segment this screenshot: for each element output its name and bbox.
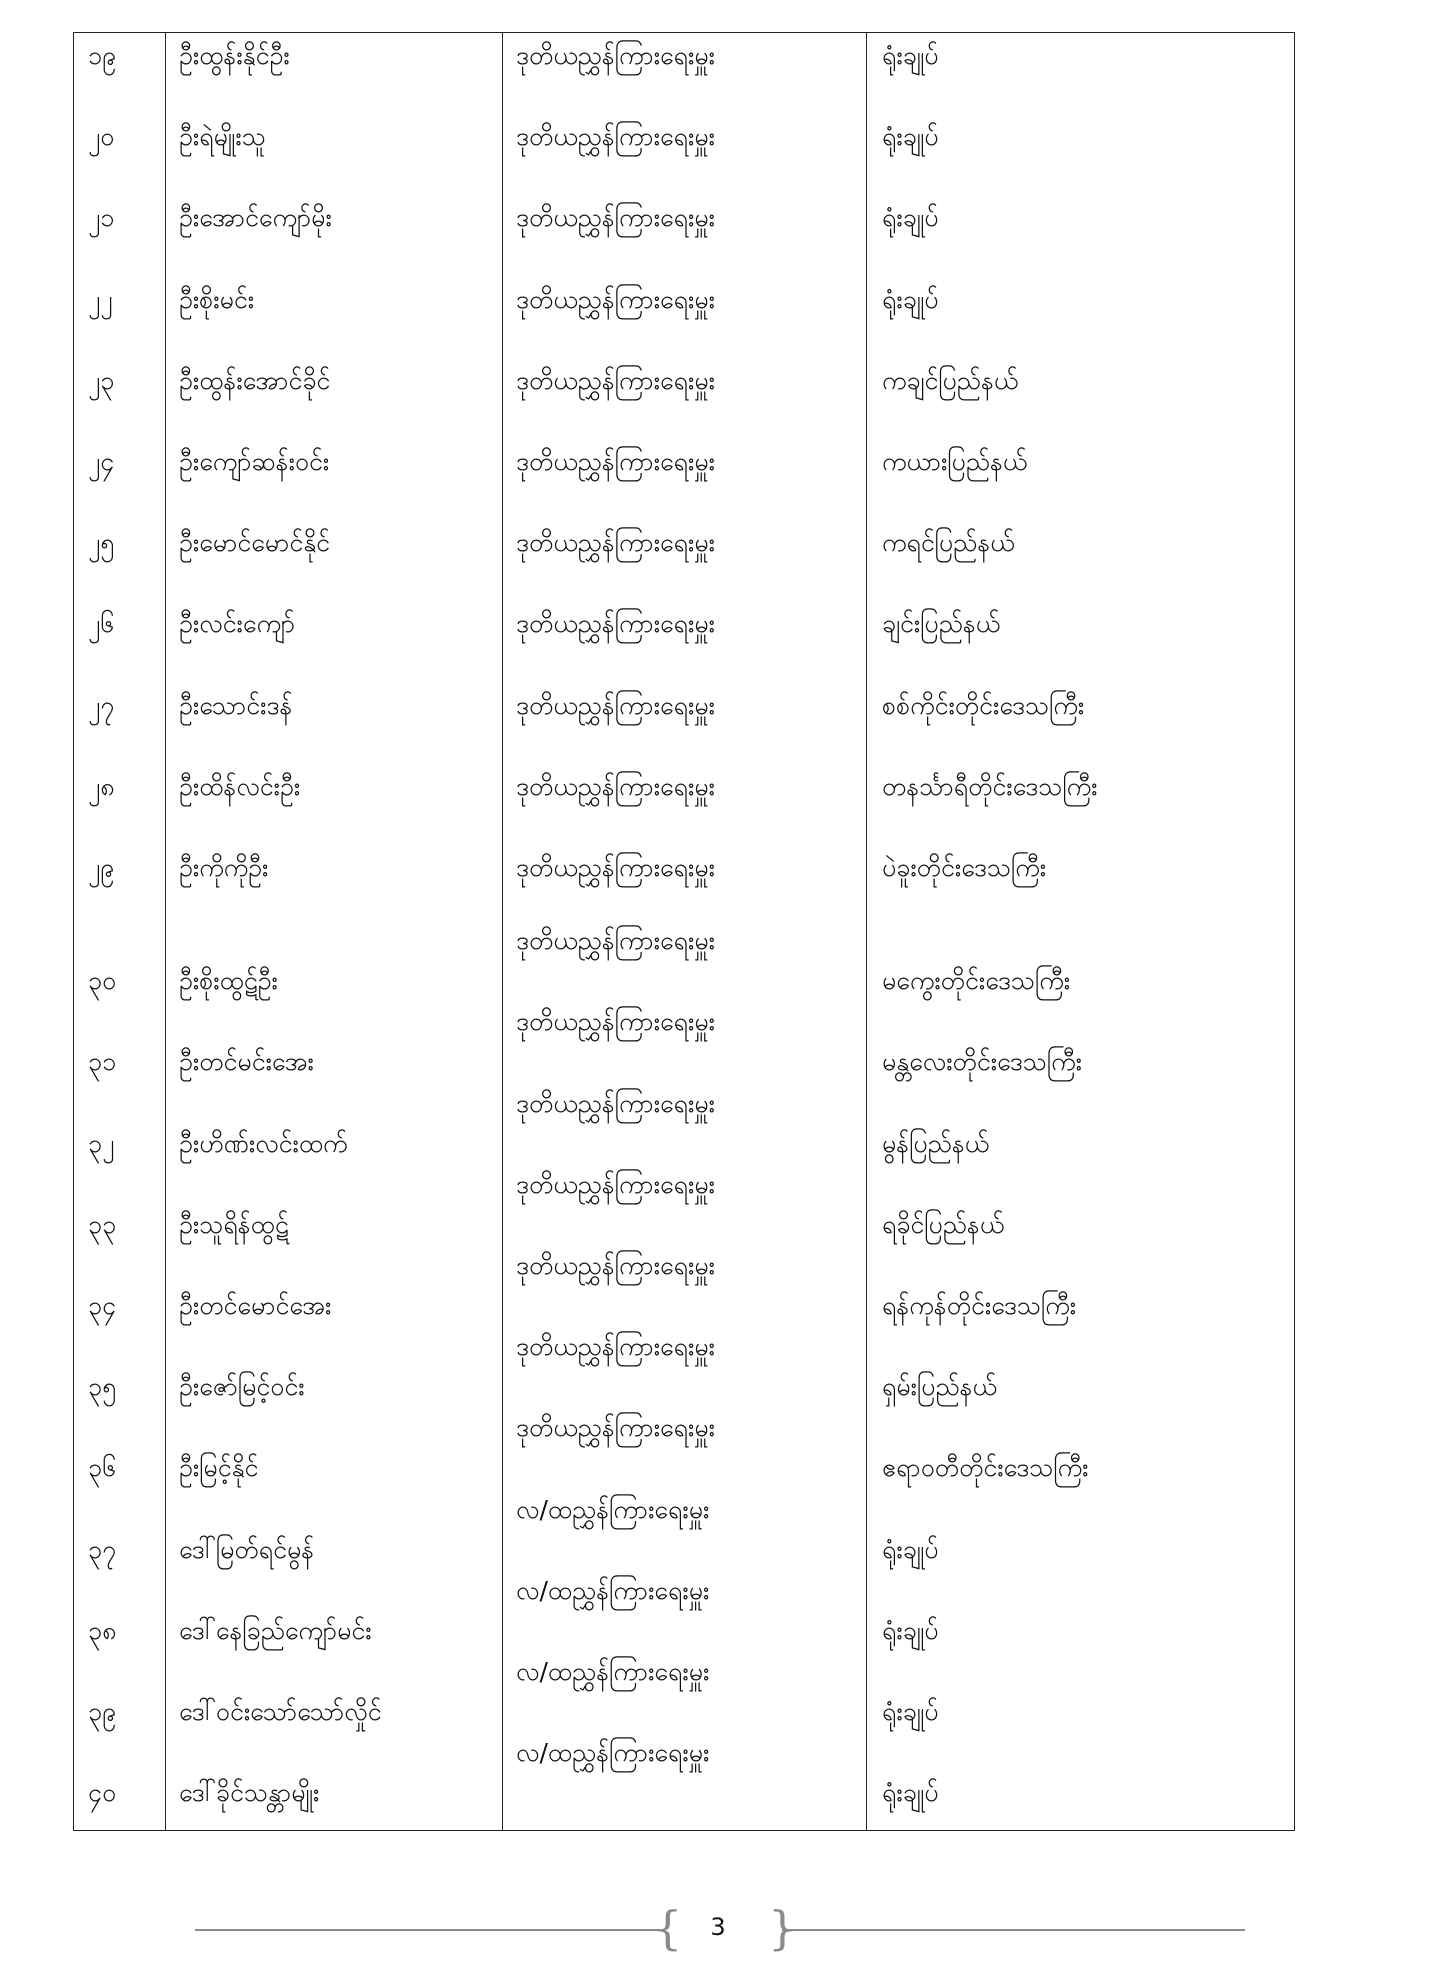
office-location: ဧရာဝတီတိုင်းဒေသကြီး	[882, 1453, 1089, 1483]
right-brace-icon: }	[768, 1901, 798, 1955]
table-row	[74, 114, 1294, 196]
staff-name: ဦးမြင့်နိုင်	[179, 1453, 259, 1483]
row-number: ၃၆	[88, 1453, 117, 1483]
row-number: ၃၅	[88, 1372, 117, 1402]
staff-name: ဦးအောင်ကျော်မိုး	[179, 203, 332, 233]
table-row	[74, 520, 1294, 602]
staff-name: ဦးထိန်လင်းဦး	[179, 771, 301, 801]
row-number: ၃၄	[88, 1291, 117, 1320]
row-number: ၂၁	[88, 203, 115, 233]
staff-name: ဦးတင်မောင်အေး	[179, 1291, 332, 1320]
staff-name: ဦးထွန်းအောင်ခိုင်	[179, 365, 331, 395]
table-row	[74, 1576, 1294, 1658]
position-title: လ/ထညွှန်ကြားရေးမှူး	[516, 1575, 710, 1605]
staff-name: ဒေါ်ဝင်းသော်သော်လှိုင်	[179, 1697, 382, 1726]
staff-name: ဒေါ်ခိုင်သန္တာမျိုး	[179, 1778, 320, 1808]
staff-name: ဦးရဲမျိုးသူ	[179, 122, 266, 152]
office-location: ရုံးချုပ်	[882, 203, 939, 233]
table-row	[74, 1332, 1294, 1414]
staff-name: ဦးတင်မင်းအေး	[179, 1047, 314, 1077]
staff-name: ဦးလင်းကျော်	[179, 609, 296, 639]
office-location: တနင်္သာရီတိုင်းဒေသကြီး	[882, 771, 1098, 801]
table-row	[74, 683, 1294, 765]
office-location: ရခိုင်ပြည်နယ်	[882, 1209, 1005, 1239]
footer-rule-right	[782, 1929, 1245, 1931]
staff-name: ဦးသောင်းဒန်	[179, 690, 293, 720]
row-number: ၂၈	[88, 771, 115, 801]
left-brace-icon: {	[653, 1901, 683, 1955]
office-location: ရုံးချုပ်	[882, 1534, 939, 1564]
staff-name: ဒေါ်မြတ်ရင်မွန်	[179, 1534, 315, 1564]
staff-name: ဦးဟိဏ်းလင်းထက်	[179, 1128, 348, 1158]
position-title: ဒုတိယညွှန်ကြားရေးမှူး	[516, 528, 715, 558]
staff-name: ဦးကျော်ဆန်းဝင်း	[179, 447, 330, 476]
row-number: ၃၉	[88, 1697, 117, 1726]
office-location: ရုံးချုပ်	[882, 1697, 939, 1726]
position-title: ဒုတိယညွှန်ကြားရေးမှူး	[516, 365, 715, 395]
position-title: ဒုတိယညွှန်ကြားရေးမှူး	[516, 1088, 715, 1118]
page-number: 3	[710, 1913, 726, 1941]
office-location: ချင်းပြည်နယ်	[882, 609, 1001, 639]
row-number: ၃၈	[88, 1615, 117, 1645]
page-footer	[0, 1901, 1448, 1955]
row-number: ၂၀	[88, 122, 115, 152]
position-title: ဒုတိယညွှန်ကြားရေးမှူး	[516, 609, 715, 639]
table-row	[74, 195, 1294, 277]
staff-name: ဦးသူရိန်ထွဋ်	[179, 1209, 289, 1239]
table-row	[74, 926, 1294, 1008]
staff-name: ဦးစိုးမင်း	[179, 284, 255, 314]
position-title: ဒုတိယညွှန်ကြားရေးမှူး	[516, 690, 715, 720]
staff-name: ဦးထွန်းနိုင်ဦး	[179, 41, 290, 70]
office-location: ကယားပြည်နယ်	[882, 447, 1028, 476]
table-row	[74, 1170, 1294, 1252]
row-number: ၂၅	[88, 528, 115, 558]
office-location: ရုံးချုပ်	[882, 284, 939, 314]
staff-name: ဦးစိုးထွဋ်ဦး	[179, 966, 278, 996]
position-title: ဒုတိယညွှန်ကြားရေးမှူး	[516, 771, 715, 801]
office-location: ကချင်ပြည်နယ်	[882, 365, 1019, 395]
row-number: ၁၉	[88, 41, 117, 70]
table-row	[74, 601, 1294, 683]
table-row	[74, 1251, 1294, 1333]
office-location: ရန်ကုန်တိုင်းဒေသကြီး	[882, 1291, 1077, 1320]
table-row	[74, 1089, 1294, 1171]
position-title: ဒုတိယညွှန်ကြားရေးမှူး	[516, 1332, 715, 1362]
row-number: ၂၉	[88, 853, 115, 882]
table-row	[74, 1413, 1294, 1495]
staff-name: ဦးကိုကိုဦး	[179, 853, 269, 882]
position-title: ဒုတိယညွှန်ကြားရေးမှူး	[516, 1413, 715, 1443]
office-location: ရုံးချုပ်	[882, 1778, 939, 1808]
footer-rule-left	[195, 1929, 660, 1931]
position-title: ဒုတိယညွှန်ကြားရေးမှူး	[516, 1169, 715, 1199]
row-number: ၃၂	[88, 1128, 115, 1158]
office-location: ရုံးချုပ်	[882, 1615, 939, 1645]
staff-name: ဦးဇော်မြင့်ဝင်း	[179, 1372, 305, 1402]
position-title: ဒုတိယညွှန်ကြားရေးမှူး	[516, 853, 715, 882]
table-row	[74, 1495, 1294, 1577]
row-number: ၃၇	[88, 1534, 117, 1564]
position-title: ဒုတိယညွှန်ကြားရေးမှူး	[516, 122, 715, 152]
position-title: ဒုတိယညွှန်ကြားရေးမှူး	[516, 41, 715, 70]
office-location: ရှမ်းပြည်နယ်	[882, 1372, 997, 1402]
table-row	[74, 1007, 1294, 1089]
office-location: ပဲခူးတိုင်းဒေသကြီး	[882, 853, 1047, 882]
row-number: ၄၀	[88, 1778, 117, 1808]
row-number: ၃၃	[88, 1209, 117, 1239]
position-title: လ/ထညွှန်ကြားရေးမှူး	[516, 1494, 710, 1524]
position-title: ဒုတိယညွှန်ကြားရေးမှူး	[516, 447, 715, 476]
row-number: ၂၆	[88, 609, 115, 639]
table-row	[74, 764, 1294, 846]
office-location: မန္တလေးတိုင်းဒေသကြီး	[882, 1047, 1082, 1077]
position-title: ဒုတိယညွှန်ကြားရေးမှူး	[516, 1007, 715, 1037]
table-row	[74, 277, 1294, 359]
staff-name: ဒေါ်နေခြည်ကျော်မင်း	[179, 1615, 372, 1645]
position-title: လ/ထညွှန်ကြားရေးမှူး	[516, 1657, 710, 1686]
staff-name: ဦးမောင်မောင်နိုင်	[179, 528, 331, 558]
row-number: ၂၄	[88, 447, 115, 476]
row-number: ၂၇	[88, 690, 115, 720]
row-number: ၃၀	[88, 966, 117, 996]
office-location: စစ်ကိုင်းတိုင်းဒေသကြီး	[882, 690, 1085, 720]
table-row	[74, 439, 1294, 521]
office-location: မကွေးတိုင်းဒေသကြီး	[882, 966, 1071, 996]
office-location: မွန်ပြည်နယ်	[882, 1128, 990, 1158]
office-location: ကရင်ပြည်နယ်	[882, 528, 1015, 558]
row-number: ၃၁	[88, 1047, 117, 1077]
table-row	[74, 1657, 1294, 1739]
position-title: ဒုတိယညွှန်ကြားရေးမှူး	[516, 926, 715, 956]
table-row	[74, 358, 1294, 440]
staff-table	[73, 32, 1295, 1831]
office-location: ရုံးချုပ်	[882, 41, 939, 70]
row-number: ၂၃	[88, 365, 115, 395]
table-row	[74, 1738, 1294, 1820]
table-row	[74, 33, 1294, 115]
position-title: လ/ထညွှန်ကြားရေးမှူး	[516, 1738, 710, 1768]
office-location: ရုံးချုပ်	[882, 122, 939, 152]
position-title: ဒုတိယညွှန်ကြားရေးမှူး	[516, 284, 715, 314]
table-row	[74, 845, 1294, 927]
row-number: ၂၂	[88, 284, 113, 314]
position-title: ဒုတိယညွှန်ကြားရေးမှူး	[516, 203, 715, 233]
position-title: ဒုတိယညွှန်ကြားရေးမှူး	[516, 1251, 715, 1280]
